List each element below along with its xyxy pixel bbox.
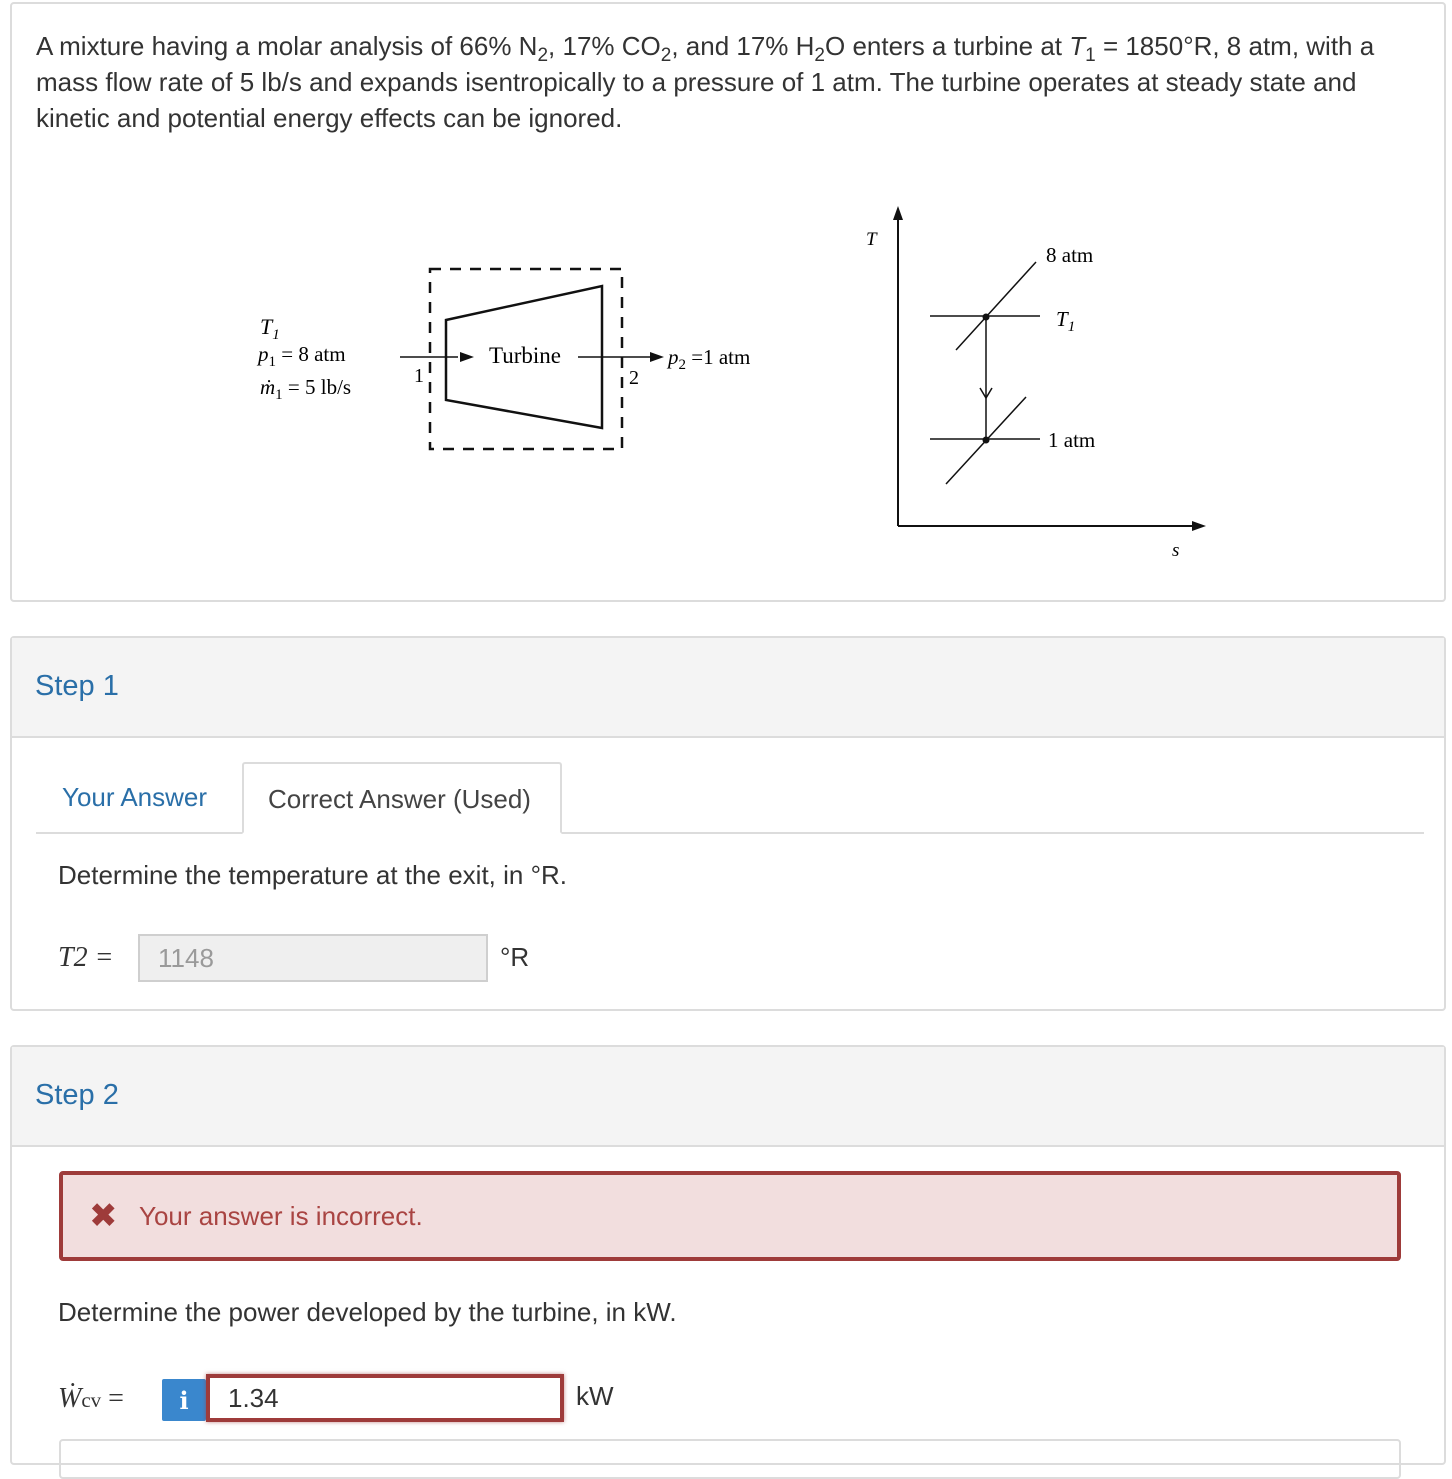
isobar-low-label: 1 atm	[1048, 428, 1096, 452]
tab-your-answer[interactable]: Your Answer	[62, 782, 208, 812]
t2-label: T2 =	[58, 942, 114, 973]
turbine-label: Turbine	[489, 343, 561, 368]
step-2-header	[12, 1047, 1444, 1147]
info-icon[interactable]: i	[162, 1379, 206, 1421]
inlet-massflow-label: ṁ$_1$ = 5 lb/s	[260, 375, 352, 403]
state-1-point	[983, 314, 990, 321]
problem-statement: A mixture having a molar analysis of 66% $N_2$, 17% $CO_2$, and 17% $H_2O$ enters a turbine at $T_1 = 1850^\circ R$, 8 atm, with a mass flow rate of 5 lb/s and expands isentropically to a pressure of 1 atm. The turbine operates at steady state and kinetic and potential energy effects can be ignored.	[36, 31, 1375, 133]
incorrect-message: Your answer is incorrect.	[139, 1200, 423, 1231]
wcv-label: Ẇcv =	[58, 1383, 124, 1414]
axis-s-label: s	[1172, 540, 1180, 561]
x-mark-icon: ✖	[89, 1197, 118, 1235]
t2-unit: °R	[500, 942, 530, 972]
problem-card	[10, 2, 1446, 602]
state-1-label: 1	[414, 365, 424, 387]
step-1-card	[10, 636, 1446, 1011]
wcv-unit: kW	[576, 1381, 614, 1411]
t2-answer-field: 1148	[138, 934, 488, 982]
outlet-pressure-label: $p_2 =1$ atm	[668, 345, 751, 373]
turbine-figure	[12, 4, 1444, 600]
state-2-label: 2	[629, 367, 639, 389]
state-2-point	[983, 437, 990, 444]
inlet-pressure-label: $p_1 = 8$ atm	[258, 342, 346, 370]
wcv-answer-input[interactable]: 1.34	[206, 1374, 564, 1422]
step-1-header	[12, 638, 1444, 738]
next-section-box	[59, 1439, 1401, 1479]
axis-T-label: T	[866, 229, 877, 250]
step-1-question: Determine the temperature at the exit, in °R.	[58, 860, 567, 890]
isotherm-label: $T_1$	[1056, 307, 1076, 335]
step-2-card	[10, 1045, 1446, 1465]
step-2-title: Step 2	[35, 1079, 119, 1111]
isobar-high-label: 8 atm	[1046, 243, 1094, 267]
inlet-temp-label: $T_1$	[260, 314, 280, 343]
answer-tabs	[36, 762, 1424, 834]
step-1-title: Step 1	[35, 670, 119, 702]
incorrect-alert	[59, 1171, 1401, 1261]
tab-correct-answer[interactable]: Correct Answer (Used)	[242, 762, 562, 834]
step-2-question: Determine the power developed by the turbine, in kW.	[58, 1297, 677, 1327]
